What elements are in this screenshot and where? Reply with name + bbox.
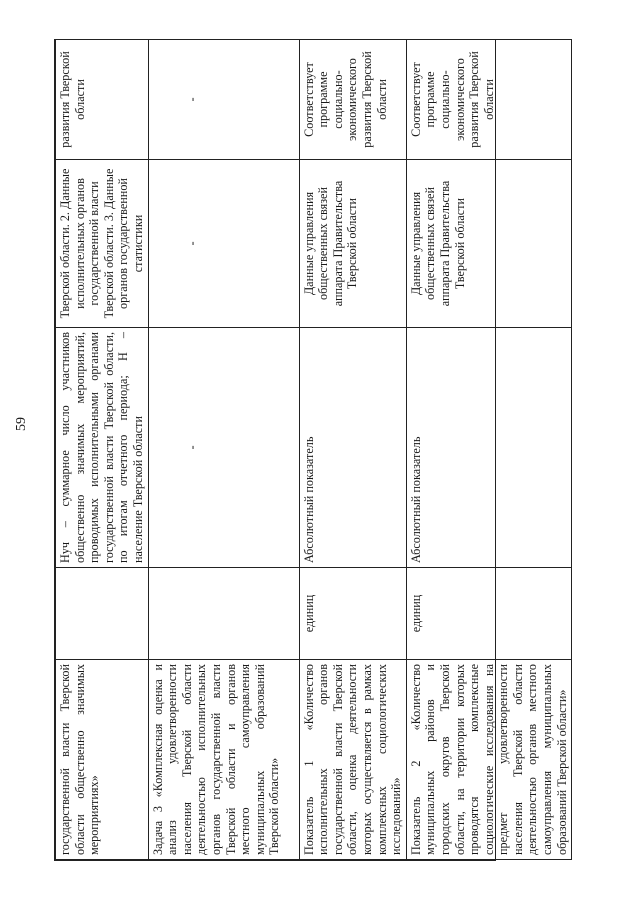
note-cell: Соответствует программе социально-экономического развития Тверской области <box>406 40 572 160</box>
rotated-table-container <box>55 40 569 860</box>
indicator-cell: Показатель 2 «Количество муниципальных районов и городских округов Тверской области, на территории которых проводятся комплексные социологические исследования на предмет удовлетворенности населения Тверской области деятельностью органов местного самоуправления муниципальных образований Тверской области» <box>406 660 572 860</box>
indicator-cell: Задача 3 «Комплексная оценка и анализ удовлетворенности населения Тверской области деятельностью исполнительных органов государственной власти Тверской области и органов местного самоуправления муниципальных образований Тверской области» <box>148 660 299 860</box>
note-cell: Соответствует программе социально-экономического развития Тверской области <box>299 40 406 160</box>
method-cell: Нуч – суммарное число участников общественно значимых мероприятий, проводимых исполнительными органами государственной власти Тверской области, по итогам отчетного периода; Н – население Тверской области <box>56 328 149 568</box>
unit-cell: единиц <box>299 568 406 660</box>
indicator-table-frame <box>55 40 569 860</box>
method-cell: Абсолютный показатель <box>406 328 572 568</box>
page-number: 59 <box>14 417 29 431</box>
table-row <box>56 40 149 860</box>
method-cell: Абсолютный показатель <box>299 328 406 568</box>
unit-cell <box>56 568 149 660</box>
table-row <box>406 40 572 860</box>
note-cell: развития Тверской области <box>56 40 149 160</box>
unit-cell: единиц <box>406 568 572 660</box>
method-cell: - <box>148 328 299 568</box>
unit-cell <box>148 568 299 660</box>
indicator-cell: государственной власти Тверской области общественно значимых мероприятиях» <box>56 660 149 860</box>
source-cell: Данные управления общественных связей аппарата Правительства Тверской области <box>299 160 406 328</box>
source-cell: Тверской области. 2. Данные исполнительных органов государственной власти Тверской области. 3. Данные органов государственной статистики <box>56 160 149 328</box>
source-cell: - <box>148 160 299 328</box>
table-row <box>299 40 406 860</box>
note-cell: - <box>148 40 299 160</box>
source-cell: Данные управления общественных связей аппарата Правительства Тверской области <box>406 160 572 328</box>
indicator-table <box>55 39 572 860</box>
table-row <box>148 40 299 860</box>
indicator-cell: Показатель 1 «Количество исполнительных органов государственной власти Тверской области, оценка деятельности которых осуществляется в рамках комплексных социологических исследований» <box>299 660 406 860</box>
